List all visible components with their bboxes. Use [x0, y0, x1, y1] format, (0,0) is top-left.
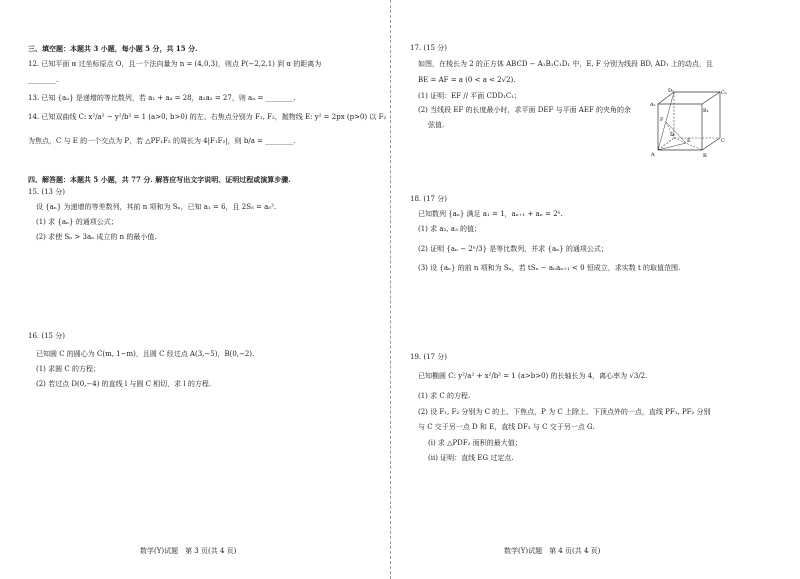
cube-label-d1: D₁: [668, 88, 675, 94]
q19-part-2: (2) 设 F₁, F₂ 分别为 C 的上、下焦点，P 为 C 上除上、下顶点外的一点，直线 PF₁, PF₂ 分别: [418, 408, 711, 416]
q14-line-2: 为焦点，C 与 E 的一个交点为 P，若 △PF₁F₂ 的周长为 4|F₁F₂|，则 b/a = ________.: [28, 137, 296, 145]
q15-part-1: (1) 求 {aₙ} 的通项公式；: [36, 218, 118, 226]
q19-part-2-cont: 与 C 交于另一点 D 和 E，直线 DF₂ 与 C 交于另一点 G.: [418, 423, 595, 431]
q19-header: 19. (17 分): [410, 353, 447, 361]
cube-label-e: E: [687, 138, 691, 144]
q16-header: 16. (15 分): [28, 332, 65, 340]
q18-stem: 已知数列 {aₙ} 满足 a₁ = 1，aₙ₊₁ + aₙ = 2ⁿ.: [418, 210, 563, 218]
q17-part-1: (1) 证明：EF // 平面 CDD₁C₁；: [418, 92, 522, 100]
q16-part-1: (1) 求圆 C 的方程；: [36, 365, 100, 373]
cube-label-d: D: [670, 132, 675, 138]
q16-stem: 已知圆 C 的圆心为 C(m, 1−m)，且圆 C 经过点 A(3,−5)，B(0,−2).: [36, 350, 255, 358]
cube-label-a: A: [651, 152, 655, 158]
q17-stem-1: 如图，在棱长为 2 的正方体 ABCD − A₁B₁C₁D₁ 中，E, F 分别为线段 BD, AD₁ 上的动点，且: [418, 60, 713, 68]
q19-stem: 已知椭圆 C: y²/a² + x²/b² = 1 (a>b>0) 的长轴长为 4，离心率为 √3/2.: [418, 372, 648, 380]
cube-figure: [650, 88, 732, 158]
q17-part-2-cont: 弦值.: [428, 121, 445, 129]
cube-diagram: [650, 88, 732, 158]
section-3-title: 三、填空题：本题共 3 小题，每小题 5 分，共 15 分.: [28, 44, 198, 53]
cube-label-f: F: [660, 117, 664, 123]
cube-label-c1: C₁: [721, 90, 727, 96]
q19-subpart-i: (ⅰ) 求 △PDF₂ 面积的最大值；: [428, 439, 522, 447]
cube-label-b: B: [703, 153, 707, 158]
q15-header: 15. (13 分): [28, 188, 65, 196]
section-4-title: 四、解答题：本题共 5 小题，共 77 分. 解答应写出文字说明、证明过程或演算步骤.: [28, 175, 291, 184]
q17-header: 17. (15 分): [410, 44, 447, 52]
q18-part-3: (3) 设 {aₙ} 的前 n 项和为 Sₙ，若 tSₙ − aₙaₙ₊₁ < 0 恒成立，求实数 t 的取值范围.: [418, 264, 681, 272]
q15-stem: 设 {aₙ} 为递增的等差数列，其前 n 项和为 Sₙ，已知 a₁ = 6，且 2S₅ = a₅².: [36, 203, 277, 211]
q12-line-1: 12. 已知平面 α 过坐标原点 O，且一个法向量为 n = (4,0,3)，则点 P(−2,2,1) 到 α 的距离为: [28, 60, 322, 68]
cube-label-c: C: [721, 138, 725, 144]
q17-part-2: (2) 当线段 EF 的长度最小时，求平面 DEF 与平面 AEF 的夹角的余: [418, 106, 632, 114]
left-page: [28, 0, 398, 579]
cube-label-b1: B₁: [703, 108, 709, 114]
q19-subpart-ii: (ⅱ) 证明：直线 EG 过定点.: [428, 454, 514, 462]
q14-line-1: 14. 已知双曲线 C: x²/a² − y²/b² = 1 (a>0, b>0) 的左、右焦点分别为 F₁, F₂，抛物线 E: y² = 2px (p>0) 以 F₂: [28, 113, 387, 121]
q19-part-1: (1) 求 C 的方程.: [418, 392, 471, 400]
right-page: [410, 0, 780, 579]
q17-stem-2: BE = AF = a (0 < a < 2√2).: [418, 76, 516, 84]
q13: 13. 已知 {aₙ} 是递增的等比数列，若 a₁ + a₄ = 28，a₂a₃ = 27，则 aₙ = ________.: [28, 94, 296, 102]
left-footer: 数学(Y)试题 第 3 页(共 4 页): [140, 547, 237, 555]
q18-part-2: (2) 证明 {aₙ − 2ⁿ/3} 是等比数列，并求 {aₙ} 的通项公式；: [418, 245, 608, 253]
q12-line-2: ________.: [28, 76, 59, 84]
right-footer: 数学(Y)试题 第 4 页(共 4 页): [504, 547, 601, 555]
q16-part-2: (2) 若过点 D(0,−4) 的直线 l 与圆 C 相切，求 l 的方程.: [36, 380, 212, 388]
q18-header: 18. (17 分): [410, 195, 447, 203]
cube-label-a1: A₁: [650, 102, 656, 108]
q18-part-1: (1) 求 a₂, a₃ 的值；: [418, 225, 481, 233]
q15-part-2: (2) 求使 Sₙ > 3aₙ 成立的 n 的最小值.: [36, 233, 157, 241]
